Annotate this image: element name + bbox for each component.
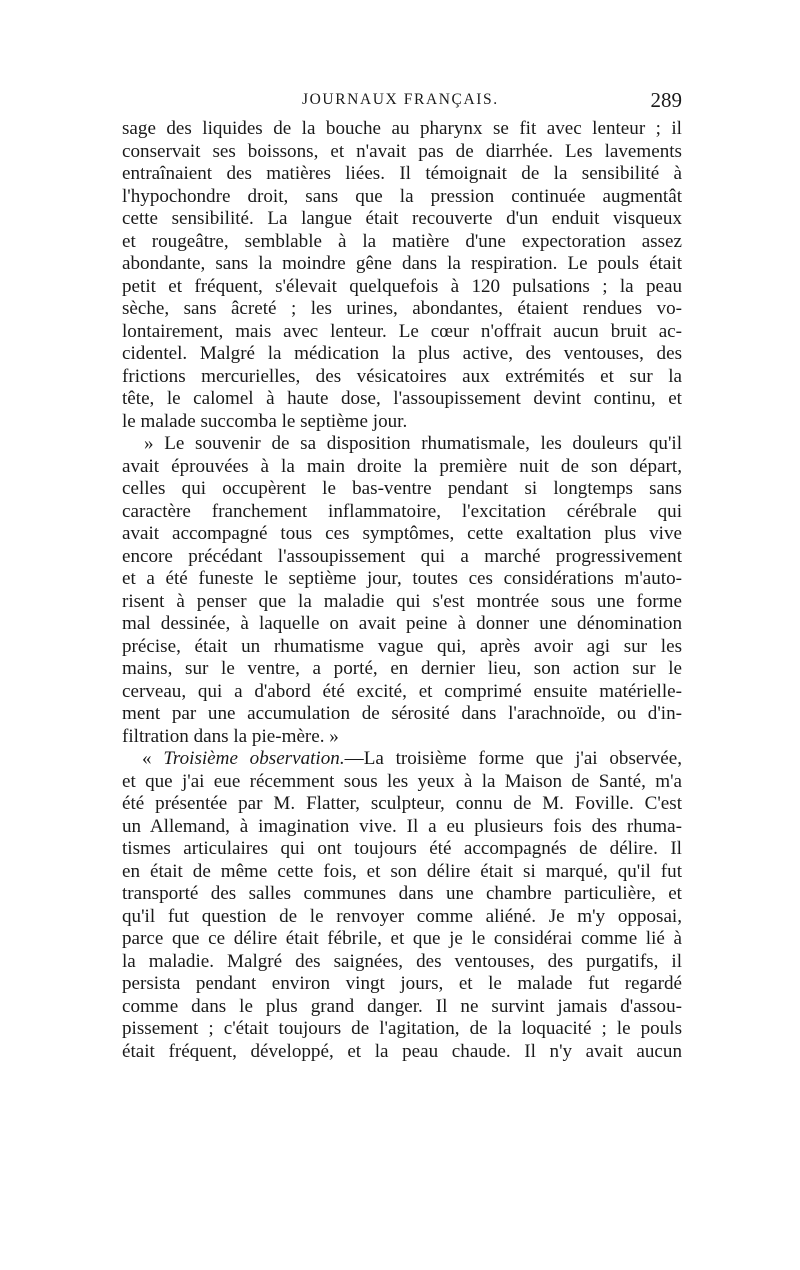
text-line: la maladie. Malgré des saignées, des ventouses, des purgatifs, il bbox=[122, 950, 682, 972]
text-line: risent à penser que la maladie qui s'est montrée sous une forme bbox=[122, 590, 682, 612]
text-line: et rougeâtre, semblable à la matière d'une expectoration assez bbox=[122, 230, 682, 252]
text-line: et a été funeste le septième jour, toutes ces considérations m'auto- bbox=[122, 568, 682, 589]
text-line: tête, le calomel à haute dose, l'assoupissement devint continu, et bbox=[122, 388, 682, 409]
text-line: mains, sur le ventre, a porté, en dernier lieu, son action sur le bbox=[122, 658, 682, 679]
observation-heading: Troisième observation. bbox=[163, 748, 345, 769]
text-line: abondante, sans la moindre gêne dans la respiration. Le pouls était bbox=[122, 253, 682, 274]
text-line: était fréquent, développé, et la peau chaude. Il n'y avait aucun bbox=[122, 1040, 682, 1062]
text-line: » Le souvenir de sa disposition rhumatismale, les douleurs qu'il bbox=[144, 433, 682, 454]
text-line: comme dans le plus grand danger. Il ne survint jamais d'assou- bbox=[122, 995, 682, 1017]
text-line: tismes articulaires qui ont toujours été accompagnés de délire. Il bbox=[122, 838, 682, 859]
text-line: sage des liquides de la bouche au pharynx se fit avec lenteur ; il bbox=[122, 118, 682, 139]
text-line: cette sensibilité. La langue était recouverte d'un enduit visqueux bbox=[122, 208, 682, 229]
text-line: l'hypochondre droit, sans que la pression continuée augmentât bbox=[122, 185, 682, 207]
text-line-rest: —La troisième forme que j'ai observée, bbox=[344, 748, 682, 769]
text-line-with-heading bbox=[122, 748, 682, 771]
running-title: JOURNAUX FRANÇAIS. bbox=[302, 91, 499, 108]
text-line: cidentel. Malgré la médication la plus active, des ventouses, des bbox=[122, 343, 682, 364]
text-line: le malade succomba le septième jour. bbox=[122, 410, 408, 432]
text-line: encore précédant l'assoupissement qui a marché progressivement bbox=[122, 545, 682, 567]
text-line: filtration dans la pie-mère. » bbox=[122, 725, 339, 747]
running-head bbox=[122, 88, 682, 118]
text-line: persista pendant environ vingt jours, et le malade fut regardé bbox=[122, 973, 682, 994]
text-line: caractère franchement inflammatoire, l'excitation cérébrale qui bbox=[122, 500, 682, 522]
paragraph-continuation bbox=[122, 118, 682, 433]
text-line: été présentée par M. Flatter, sculpteur, connu de M. Foville. C'est bbox=[122, 793, 682, 814]
text-line: ment par une accumulation de sérosité dans l'arachnoïde, ou d'in- bbox=[122, 703, 682, 724]
text-line: avait éprouvées à la main droite la première nuit de son départ, bbox=[122, 455, 682, 477]
text-line: frictions mercurielles, des vésicatoires aux extrémités et sur la bbox=[122, 365, 682, 387]
text-line: parce que ce délire était fébrile, et que je le considérai comme lié à bbox=[122, 928, 682, 949]
text-line: lontairement, mais avec lenteur. Le cœur n'offrait aucun bruit ac- bbox=[122, 320, 682, 342]
text-line: entraînaient des matières liées. Il témoignait de la sensibilité à bbox=[122, 163, 682, 184]
page-number: 289 bbox=[650, 88, 682, 112]
text-line: un Allemand, à imagination vive. Il a eu plusieurs fois des rhuma- bbox=[122, 815, 682, 837]
text-line: petit et fréquent, s'élevait quelquefois à 120 pulsations ; la peau bbox=[122, 275, 682, 297]
text-line: qu'il fut question de le renvoyer comme aliéné. Je m'y opposai, bbox=[122, 905, 682, 927]
text-line: mal dessinée, à laquelle on avait peine à donner une dénomination bbox=[122, 613, 682, 634]
body-text bbox=[122, 118, 682, 1063]
text-line: transporté des salles communes dans une chambre particulière, et bbox=[122, 883, 682, 904]
text-line: et que j'ai eue récemment sous les yeux à la Maison de Santé, m'a bbox=[122, 770, 682, 792]
opening-quote: « bbox=[142, 748, 164, 769]
text-line: conservait ses boissons, et n'avait pas de diarrhée. Les lavements bbox=[122, 140, 682, 162]
text-line: précise, était un rhumatisme vague qui, après avoir agi sur les bbox=[122, 635, 682, 657]
text-line: cerveau, qui a d'abord été excité, et comprimé ensuite matérielle- bbox=[122, 680, 682, 702]
text-line: avait accompagné tous ces symptômes, cette exaltation plus vive bbox=[122, 523, 682, 544]
paragraph-third-observation bbox=[122, 748, 682, 1063]
text-line: sèche, sans âcreté ; les urines, abondantes, étaient rendues vo- bbox=[122, 298, 682, 319]
text-line: celles qui occupèrent le bas-ventre pendant si longtemps sans bbox=[122, 478, 682, 499]
text-line: en était de même cette fois, et son délire était si marqué, qu'il fut bbox=[122, 860, 682, 882]
paragraph-quote bbox=[122, 433, 682, 748]
text-line: pissement ; c'était toujours de l'agitation, de la loquacité ; le pouls bbox=[122, 1018, 682, 1039]
